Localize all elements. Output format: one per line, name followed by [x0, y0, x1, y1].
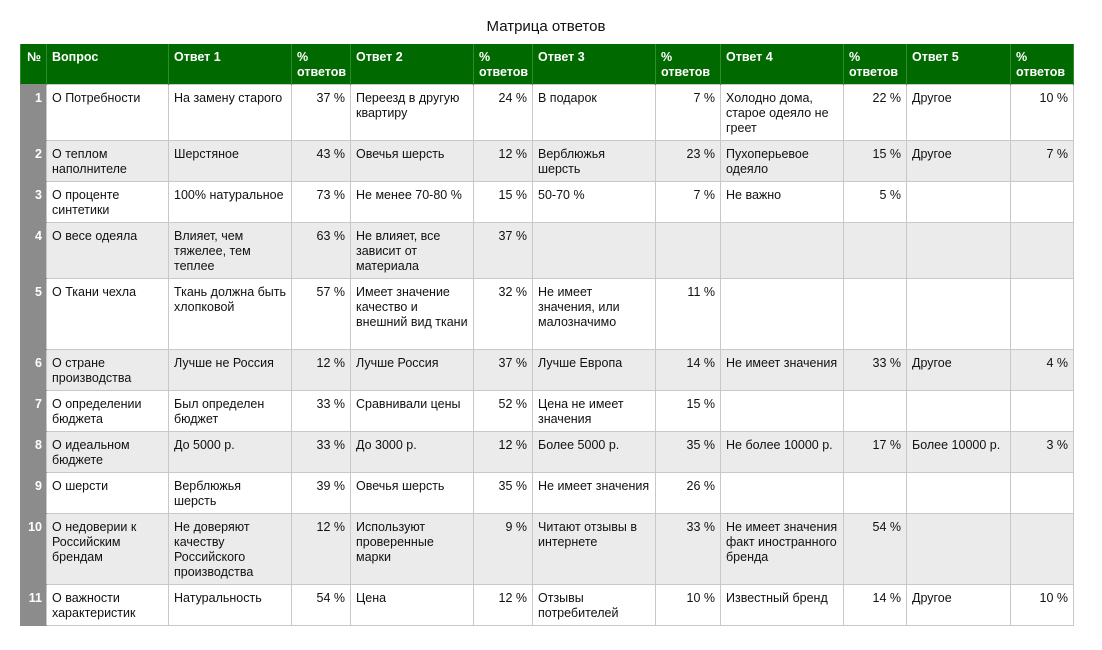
- cell-percent-4: 5 %: [844, 182, 907, 223]
- cell-percent-3: [656, 223, 721, 279]
- cell-percent-4: [844, 279, 907, 350]
- cell-percent-5: 10 %: [1011, 585, 1074, 626]
- cell-answer-2: Не влияет, все зависит от материала: [351, 223, 474, 279]
- cell-percent-2: 12 %: [474, 432, 533, 473]
- cell-answer-3: 50-70 %: [533, 182, 656, 223]
- cell-answer-2: Переезд в другую квартиру: [351, 85, 474, 141]
- cell-answer-1: Был определен бюджет: [169, 391, 292, 432]
- cell-answer-5: [907, 514, 1011, 585]
- cell-answer-3: Цена не имеет значения: [533, 391, 656, 432]
- cell-answer-4: [721, 279, 844, 350]
- cell-answer-5: [907, 279, 1011, 350]
- cell-answer-3: В подарок: [533, 85, 656, 141]
- cell-percent-4: 33 %: [844, 350, 907, 391]
- cell-percent-3: 7 %: [656, 182, 721, 223]
- cell-question: О шерсти: [47, 473, 169, 514]
- cell-answer-4: Холодно дома, старое одеяло не греет: [721, 85, 844, 141]
- cell-percent-5: 4 %: [1011, 350, 1074, 391]
- cell-answer-2: Сравнивали цены: [351, 391, 474, 432]
- cell-percent-1: 63 %: [292, 223, 351, 279]
- cell-answer-2: До 3000 р.: [351, 432, 474, 473]
- cell-num: 7: [21, 391, 47, 432]
- cell-percent-2: 37 %: [474, 223, 533, 279]
- header-row: [21, 44, 1074, 85]
- cell-question: О теплом наполнителе: [47, 141, 169, 182]
- cell-percent-5: [1011, 391, 1074, 432]
- column-header-answer-3: Ответ 3: [533, 44, 656, 85]
- table-row: [21, 585, 1074, 626]
- table-body: [21, 85, 1074, 626]
- cell-num: 6: [21, 350, 47, 391]
- cell-percent-2: 15 %: [474, 182, 533, 223]
- table-row: [21, 141, 1074, 182]
- cell-answer-2: Овечья шерсть: [351, 141, 474, 182]
- cell-percent-2: 12 %: [474, 141, 533, 182]
- cell-percent-3: 15 %: [656, 391, 721, 432]
- table-row: [21, 391, 1074, 432]
- column-header-percent-5: % ответов: [1011, 44, 1074, 85]
- table-row: [21, 432, 1074, 473]
- column-header-answer-4: Ответ 4: [721, 44, 844, 85]
- cell-question: О Потребности: [47, 85, 169, 141]
- cell-percent-1: 73 %: [292, 182, 351, 223]
- cell-question: О проценте синтетики: [47, 182, 169, 223]
- column-header-question: Вопрос: [47, 44, 169, 85]
- cell-answer-5: [907, 391, 1011, 432]
- cell-percent-4: 15 %: [844, 141, 907, 182]
- cell-answer-4: Пухоперьевое одеяло: [721, 141, 844, 182]
- table-row: [21, 279, 1074, 350]
- column-header-percent-2: % ответов: [474, 44, 533, 85]
- column-header-answer-1: Ответ 1: [169, 44, 292, 85]
- cell-answer-1: Натуральность: [169, 585, 292, 626]
- cell-answer-3: Отзывы потребителей: [533, 585, 656, 626]
- cell-percent-3: 11 %: [656, 279, 721, 350]
- cell-percent-3: 33 %: [656, 514, 721, 585]
- cell-answer-5: Более 10000 р.: [907, 432, 1011, 473]
- cell-answer-2: Лучше Россия: [351, 350, 474, 391]
- cell-percent-1: 33 %: [292, 432, 351, 473]
- column-header-answer-2: Ответ 2: [351, 44, 474, 85]
- cell-question: О весе одеяла: [47, 223, 169, 279]
- cell-percent-1: 57 %: [292, 279, 351, 350]
- column-header-percent-3: % ответов: [656, 44, 721, 85]
- cell-answer-3: Верблюжья шерсть: [533, 141, 656, 182]
- cell-percent-5: 10 %: [1011, 85, 1074, 141]
- table-row: [21, 182, 1074, 223]
- answers-matrix-table: [20, 44, 1074, 626]
- cell-num: 5: [21, 279, 47, 350]
- cell-question: О стране производства: [47, 350, 169, 391]
- cell-answer-4: Не более 10000 р.: [721, 432, 844, 473]
- cell-answer-4: [721, 391, 844, 432]
- column-header-num: №: [21, 44, 47, 85]
- cell-percent-5: [1011, 279, 1074, 350]
- cell-percent-2: 35 %: [474, 473, 533, 514]
- cell-question: О идеальном бюджете: [47, 432, 169, 473]
- cell-percent-3: 14 %: [656, 350, 721, 391]
- cell-answer-1: Лучше не Россия: [169, 350, 292, 391]
- table-row: [21, 85, 1074, 141]
- cell-percent-2: 37 %: [474, 350, 533, 391]
- cell-percent-4: 22 %: [844, 85, 907, 141]
- cell-answer-2: Не менее 70-80 %: [351, 182, 474, 223]
- cell-answer-1: До 5000 р.: [169, 432, 292, 473]
- cell-percent-3: 26 %: [656, 473, 721, 514]
- cell-answer-2: Цена: [351, 585, 474, 626]
- cell-percent-1: 43 %: [292, 141, 351, 182]
- cell-answer-1: Верблюжья шерсть: [169, 473, 292, 514]
- cell-answer-1: Не доверяют качеству Российского производства: [169, 514, 292, 585]
- cell-num: 8: [21, 432, 47, 473]
- cell-answer-2: Используют проверенные марки: [351, 514, 474, 585]
- cell-percent-5: [1011, 223, 1074, 279]
- cell-answer-3: Более 5000 р.: [533, 432, 656, 473]
- cell-answer-5: Другое: [907, 141, 1011, 182]
- table-row: [21, 473, 1074, 514]
- table-row: [21, 223, 1074, 279]
- cell-answer-4: Не имеет значения: [721, 350, 844, 391]
- column-header-answer-5: Ответ 5: [907, 44, 1011, 85]
- cell-percent-3: 23 %: [656, 141, 721, 182]
- cell-question: О Ткани чехла: [47, 279, 169, 350]
- cell-percent-1: 12 %: [292, 514, 351, 585]
- cell-answer-5: [907, 182, 1011, 223]
- cell-answer-5: Другое: [907, 585, 1011, 626]
- cell-question: О недоверии к Российским брендам: [47, 514, 169, 585]
- cell-percent-1: 12 %: [292, 350, 351, 391]
- cell-percent-5: 3 %: [1011, 432, 1074, 473]
- cell-percent-2: 9 %: [474, 514, 533, 585]
- cell-answer-1: На замену старого: [169, 85, 292, 141]
- cell-percent-1: 39 %: [292, 473, 351, 514]
- cell-percent-4: [844, 473, 907, 514]
- cell-percent-2: 32 %: [474, 279, 533, 350]
- cell-answer-4: Известный бренд: [721, 585, 844, 626]
- cell-percent-2: 52 %: [474, 391, 533, 432]
- cell-num: 9: [21, 473, 47, 514]
- cell-answer-3: Лучше Европа: [533, 350, 656, 391]
- cell-answer-4: [721, 473, 844, 514]
- cell-answer-4: Не имеет значения факт иностранного бренда: [721, 514, 844, 585]
- cell-percent-4: 17 %: [844, 432, 907, 473]
- cell-num: 3: [21, 182, 47, 223]
- cell-num: 4: [21, 223, 47, 279]
- table-row: [21, 514, 1074, 585]
- cell-percent-2: 24 %: [474, 85, 533, 141]
- cell-percent-1: 33 %: [292, 391, 351, 432]
- cell-answer-3: Читают отзывы в интернете: [533, 514, 656, 585]
- cell-answer-1: Шерстяное: [169, 141, 292, 182]
- cell-percent-2: 12 %: [474, 585, 533, 626]
- cell-percent-3: 35 %: [656, 432, 721, 473]
- cell-percent-4: [844, 223, 907, 279]
- cell-answer-4: [721, 223, 844, 279]
- cell-answer-5: [907, 223, 1011, 279]
- cell-percent-4: 14 %: [844, 585, 907, 626]
- cell-answer-1: 100% натуральное: [169, 182, 292, 223]
- cell-percent-4: [844, 391, 907, 432]
- cell-percent-4: 54 %: [844, 514, 907, 585]
- cell-answer-2: Имеет значение качество и внешний вид ткани: [351, 279, 474, 350]
- cell-answer-4: Не важно: [721, 182, 844, 223]
- cell-answer-1: Ткань должна быть хлопковой: [169, 279, 292, 350]
- cell-answer-5: [907, 473, 1011, 514]
- cell-percent-1: 37 %: [292, 85, 351, 141]
- cell-answer-3: [533, 223, 656, 279]
- cell-answer-1: Влияет, чем тяжелее, тем теплее: [169, 223, 292, 279]
- cell-percent-3: 10 %: [656, 585, 721, 626]
- cell-answer-5: Другое: [907, 85, 1011, 141]
- cell-percent-5: 7 %: [1011, 141, 1074, 182]
- cell-answer-2: Овечья шерсть: [351, 473, 474, 514]
- cell-question: О важности характеристик: [47, 585, 169, 626]
- cell-percent-5: [1011, 473, 1074, 514]
- page-title: Матрица ответов: [486, 18, 606, 35]
- cell-num: 10: [21, 514, 47, 585]
- cell-num: 2: [21, 141, 47, 182]
- cell-percent-5: [1011, 514, 1074, 585]
- cell-answer-3: Не имеет значения: [533, 473, 656, 514]
- cell-num: 1: [21, 85, 47, 141]
- cell-percent-1: 54 %: [292, 585, 351, 626]
- column-header-percent-4: % ответов: [844, 44, 907, 85]
- cell-percent-5: [1011, 182, 1074, 223]
- table-row: [21, 350, 1074, 391]
- cell-question: О определении бюджета: [47, 391, 169, 432]
- cell-answer-5: Другое: [907, 350, 1011, 391]
- cell-num: 11: [21, 585, 47, 626]
- cell-percent-3: 7 %: [656, 85, 721, 141]
- cell-answer-3: Не имеет значения, или малозначимо: [533, 279, 656, 350]
- column-header-percent-1: % ответов: [292, 44, 351, 85]
